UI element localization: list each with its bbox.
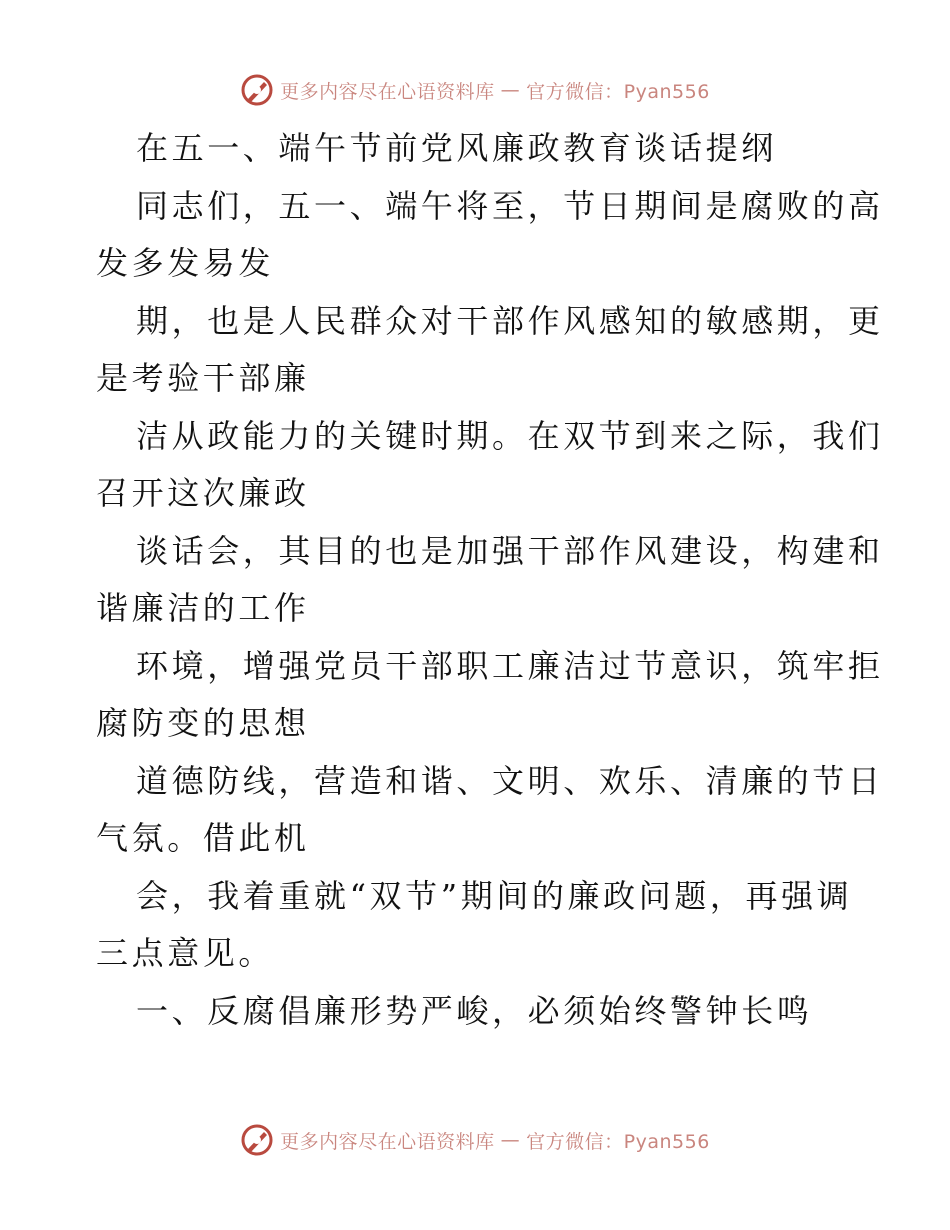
paragraph-line: 会，我着重就“双节”期间的廉政问题，再强调: [136, 876, 853, 915]
document-body: [96, 120, 884, 1040]
paragraph-line: 洁从政能力的关键时期。在双节到来之际，我们: [136, 416, 884, 455]
watermark-contact: 官方微信：Pyan556: [526, 80, 710, 103]
section-heading: 一、反腐倡廉形势严峻，必须始终警钟长鸣: [136, 991, 813, 1030]
paragraph-line: 召开这次廉政: [96, 474, 310, 512]
paragraph-line: 谈话会，其目的也是加强干部作风建设，构建和: [136, 531, 884, 570]
watermark-text: 更多内容尽在心语资料库: [280, 1130, 495, 1153]
paragraph-line: 道德防线，营造和谐、文明、欢乐、清廉的节日: [136, 761, 884, 800]
paragraph-line: 三点意见。: [96, 934, 275, 972]
paragraph-line: 腐防变的思想: [96, 704, 310, 742]
pen-logo-icon: [240, 73, 274, 107]
watermark-separator: —: [500, 1129, 521, 1151]
watermark-text: 更多内容尽在心语资料库: [280, 80, 495, 103]
paragraph-line: 期，也是人民群众对干部作风感知的敏感期，更: [136, 301, 884, 340]
pen-logo-icon: [240, 1123, 274, 1157]
watermark-contact: 官方微信：Pyan556: [526, 1130, 710, 1153]
paragraph-line: 谐廉洁的工作: [96, 589, 310, 627]
paragraph-line: 环境，增强党员干部职工廉洁过节意识，筑牢拒: [136, 646, 884, 685]
document-title: 在五一、端午节前党风廉政教育谈话提纲: [136, 129, 777, 167]
watermark-separator: —: [500, 79, 521, 101]
footer-watermark: [0, 1120, 950, 1160]
paragraph-line: 同志们，五一、端午将至，节日期间是腐败的高: [136, 186, 884, 225]
paragraph-line: 发多发易发: [96, 244, 275, 282]
paragraph-line: 气氛。借此机: [96, 819, 310, 857]
paragraph-line: 是考验干部廉: [96, 359, 310, 397]
header-watermark: [0, 70, 950, 110]
